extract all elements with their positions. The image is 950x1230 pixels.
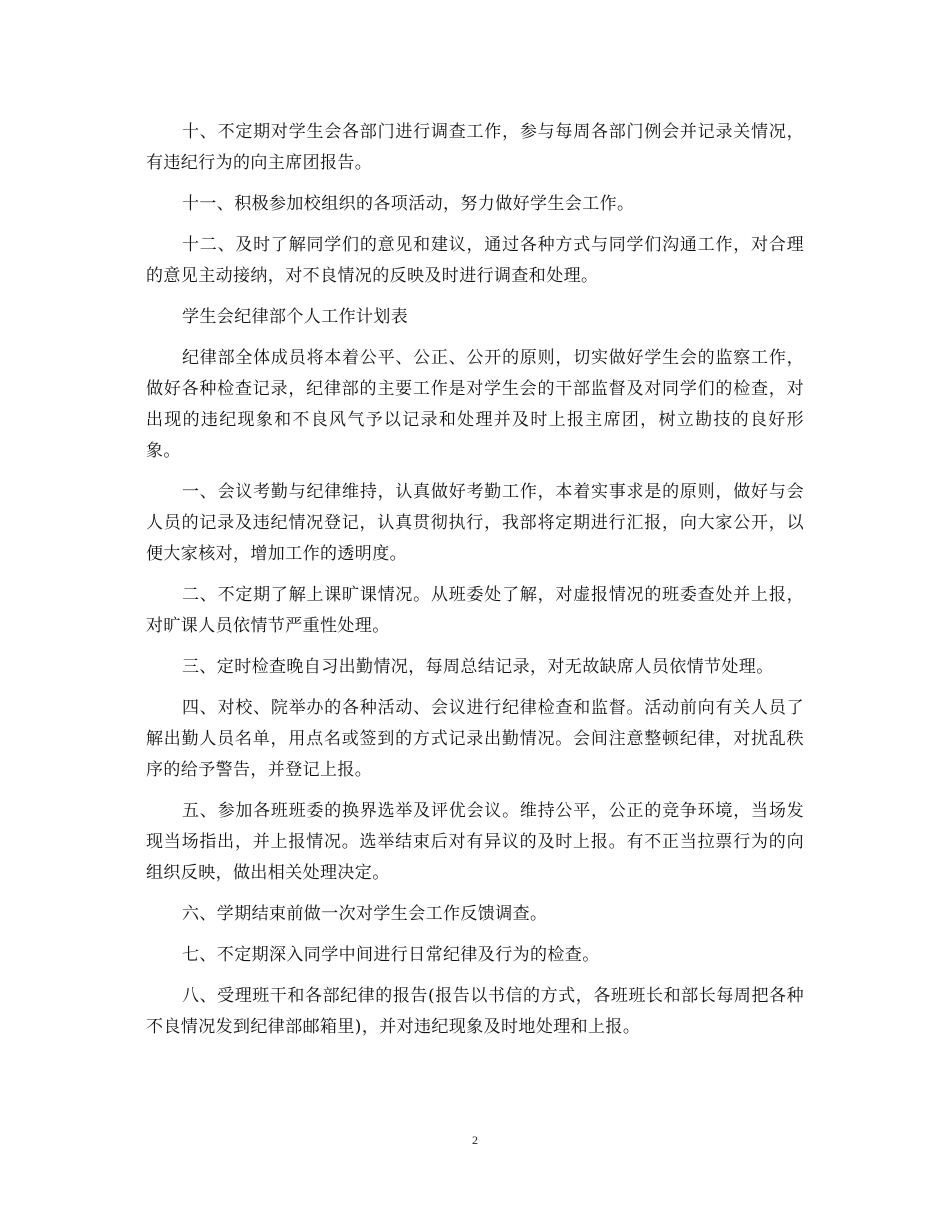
paragraph-item-11: 十一、积极参加校组织的各项活动，努力做好学生会工作。: [182, 194, 635, 214]
intro-paragraph: 纪律部全体成员将本着公平、公正、公开的原则，切实做好学生会的监察工作，做好各种检查记录，纪律部的主要工作是对学生会的干部监督及对同学们的检查，对出现的违纪现象和不良风气予以记录和处理并及时上报主席团，树立勘技的良好形象。: [146, 348, 804, 461]
paragraph-item-6: 六、学期结束前做一次对学生会工作反馈调查。: [182, 904, 548, 924]
paragraph-item-12: 十二、及时了解同学们的意见和建议，通过各种方式与同学们沟通工作，对合理的意见主动接纳，对不良情况的反映及时进行调查和处理。: [146, 235, 804, 286]
paragraph-item-5: 五、参加各班班委的换界选举及评优会议。维持公平，公正的竞争环境，当场发现当场指出，并上报情况。选举结束后对有异议的及时上报。有不正当拉票行为的向组织反映，做出相关处理决定。: [146, 801, 804, 883]
section-title: 学生会纪律部个人工作计划表: [182, 307, 409, 327]
paragraph-item-8: 八、受理班干和各部纪律的报告(报告以书信的方式，各班班长和部长每周把各种不良情况发到纪律部邮箱里)，并对违纪现象及时地处理和上报。: [146, 986, 804, 1037]
paragraph-item-3: 三、定时检查晚自习出勤情况，每周总结记录，对无故缺席人员依情节处理。: [182, 657, 774, 677]
paragraph-item-7: 七、不定期深入同学中间进行日常纪律及行为的检查。: [182, 945, 600, 965]
paragraph-item-4: 四、对校、院举办的各种活动、会议进行纪律检查和监督。活动前向有关人员了解出勤人员名单，用点名或签到的方式记录出勤情况。会间注意整顿纪律，对扰乱秩序的给予警告，并登记上报。: [146, 698, 804, 780]
document-body: [146, 117, 804, 1053]
page-number: 2: [472, 1133, 478, 1147]
paragraph-item-2: 二、不定期了解上课旷课情况。从班委处了解，对虚报情况的班委查处并上报，对旷课人员依情节严重性处理。: [146, 585, 804, 636]
paragraph-item-10: 十、不定期对学生会各部门进行调查工作，参与每周各部门例会并记录关情况，有违纪行为的向主席团报告。: [146, 122, 804, 173]
paragraph-item-1: 一、会议考勤与纪律维持，认真做好考勤工作，本着实事求是的原则，做好与会人员的记录及违纪情况登记，认真贯彻执行，我部将定期进行汇报，向大家公开，以便大家核对，增加工作的透明度。: [146, 482, 804, 564]
